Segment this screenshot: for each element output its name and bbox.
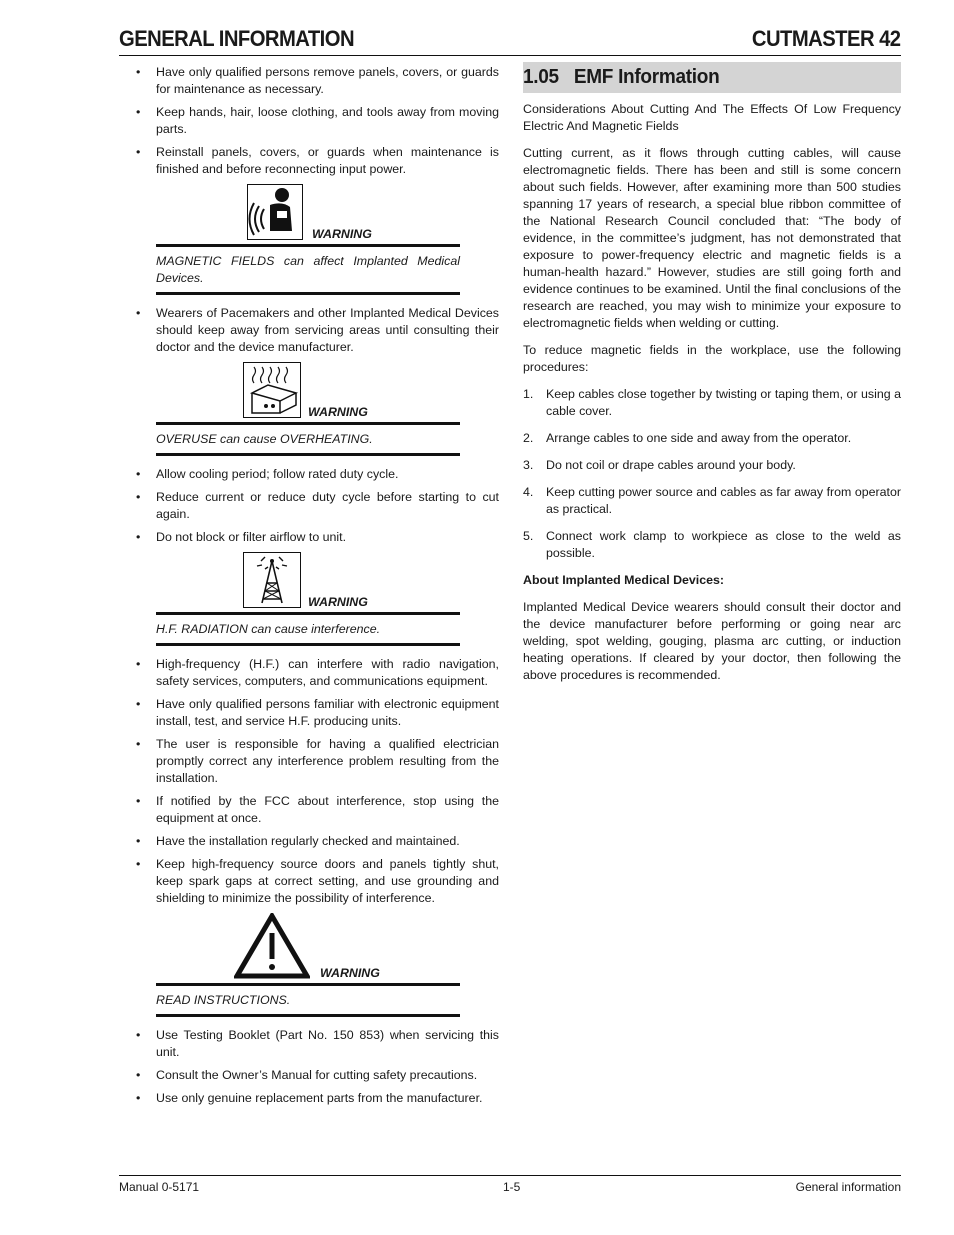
- list-item: [523, 457, 901, 474]
- warning-text: H.F. RADIATION can cause interference.: [156, 622, 381, 636]
- list-item: • Have only qualified persons remove panels, covers, or guards for maintenance as necessary.: [135, 64, 499, 98]
- list-number: 2.: [523, 431, 534, 445]
- list-number: 1.: [523, 387, 534, 401]
- list-item: • Have the installation regularly checked and maintained.: [135, 833, 499, 850]
- warning-label: WARNING: [320, 966, 380, 980]
- overheating-unit-icon: [243, 362, 301, 418]
- right-column: [523, 62, 901, 694]
- list-item: • Wearers of Pacemakers and other Implanted Medical Devices should keep away from servicing areas until consulting their doctor and the device manufacturer.: [135, 305, 499, 356]
- subheading: About Implanted Medical Devices:: [523, 573, 725, 587]
- warning-rule: [156, 453, 460, 456]
- list-text: Keep cables close together by twisting or taping them, or using a cable cover.: [546, 387, 901, 418]
- list-item: [523, 484, 901, 518]
- section-title-text: 1.05 EMF Information: [523, 66, 720, 88]
- list-item: • Have only qualified persons familiar with electronic equipment install, test, and service H.F. producing units.: [135, 696, 499, 730]
- list-number: 5.: [523, 529, 534, 543]
- list-number: 3.: [523, 458, 534, 472]
- body-paragraph: To reduce magnetic fields in the workplace, use the following procedures:: [523, 343, 901, 374]
- list-item: • Do not block or filter airflow to unit.: [135, 529, 499, 546]
- list-item: • The user is responsible for having a qualified electrician promptly correct any interference problem resulting from the installation.: [135, 736, 499, 787]
- warning-text: READ INSTRUCTIONS.: [156, 993, 291, 1007]
- warning-hf-radiation: [156, 552, 460, 646]
- warning-text: MAGNETIC FIELDS can affect Implanted Medical Devices.: [156, 254, 460, 285]
- warning-text: OVERUSE can cause OVERHEATING.: [156, 432, 373, 446]
- list-item: • Use only genuine replacement parts from the manufacturer.: [135, 1090, 499, 1107]
- warning-label: WARNING: [312, 227, 372, 241]
- list-number: 4.: [523, 485, 534, 499]
- header-product: CUTMASTER 42: [751, 26, 900, 51]
- list-text: Do not coil or drape cables around your body.: [546, 458, 796, 472]
- warning-rule: [156, 292, 460, 295]
- body-paragraph: Implanted Medical Device wearers should consult their doctor and the device manufacturer before performing or going near arc welding, spot welding, gouging, plasma arc cutting, or induction heating operations. If cleared by your doctor, then following the above procedures is recommended.: [523, 600, 901, 682]
- exclamation-triangle-icon: [234, 913, 310, 979]
- bullet-list: [135, 1027, 499, 1107]
- warning-rule: [156, 643, 460, 646]
- warning-label: WARNING: [308, 595, 368, 609]
- list-item: • Keep hands, hair, loose clothing, and tools away from moving parts.: [135, 104, 499, 138]
- list-item: • High-frequency (H.F.) can interfere with radio navigation, safety services, computers, and communications equipment.: [135, 656, 499, 690]
- bullet-list: [135, 466, 499, 546]
- warning-read-instructions: [156, 913, 460, 1017]
- footer-manual-number: Manual 0-5171: [119, 1180, 200, 1194]
- footer-page-number: 1-5: [503, 1180, 521, 1194]
- bullet-list: [135, 305, 499, 356]
- list-item: • Use Testing Booklet (Part No. 150 853) when servicing this unit.: [135, 1027, 499, 1061]
- list-text: Arrange cables to one side and away from the operator.: [546, 431, 852, 445]
- footer-rule: [119, 1175, 901, 1176]
- list-item: [523, 528, 901, 562]
- pacemaker-magnetic-field-icon: [247, 184, 303, 240]
- list-item: • Consult the Owner’s Manual for cutting safety precautions.: [135, 1067, 499, 1084]
- left-column: [135, 64, 499, 1113]
- list-text: Connect work clamp to workpiece as close to the weld as possible.: [546, 529, 901, 560]
- list-item: • Allow cooling period; follow rated duty cycle.: [135, 466, 499, 483]
- list-item: [523, 386, 901, 420]
- warning-label: WARNING: [308, 405, 368, 419]
- list-item: • Keep high-frequency source doors and panels tightly shut, keep spark gaps at correct setting, and use grounding and shielding to minimize the possibility of interference.: [135, 856, 499, 907]
- list-item: • Reinstall panels, covers, or guards when maintenance is finished and before reconnecting input power.: [135, 144, 499, 178]
- numbered-list: [523, 386, 901, 562]
- list-item: • If notified by the FCC about interference, stop using the equipment at once.: [135, 793, 499, 827]
- warning-magnetic-fields: [156, 184, 460, 295]
- section-title: [523, 62, 901, 93]
- header-rule: [119, 55, 901, 56]
- bullet-list: [135, 64, 499, 178]
- list-item: [523, 430, 901, 447]
- warning-rule: [156, 1014, 460, 1017]
- intro-paragraph: Considerations About Cutting And The Effects Of Low Frequency Electric And Magnetic Fields: [523, 102, 901, 133]
- header-title: GENERAL INFORMATION: [119, 26, 355, 51]
- bullet-list: [135, 656, 499, 907]
- footer-section-name: General information: [795, 1180, 901, 1194]
- body-paragraph: Cutting current, as it flows through cutting cables, will cause electromagnetic fields. There has been and still is some concern about such fields. However, after examining more than 500 studies spanning 17 years of research, a special blue ribbon committee of the National Research Council concluded that: “The body of evidence, in the committee’s judgment, has not demonstrated that exposure to power-frequency electric and magnetic fields is a human-health hazard.” However, studies are still going forth and evidence continues to be examined. Until the final conclusions of the research are reached, you may wish to minimize your exposure to electromagnetic fields when welding or cutting.: [523, 146, 901, 330]
- warning-overheating: [156, 362, 460, 456]
- list-text: Keep cutting power source and cables as far away from operator as practical.: [546, 485, 901, 516]
- radio-tower-icon: [243, 552, 301, 608]
- list-item: • Reduce current or reduce duty cycle before starting to cut again.: [135, 489, 499, 523]
